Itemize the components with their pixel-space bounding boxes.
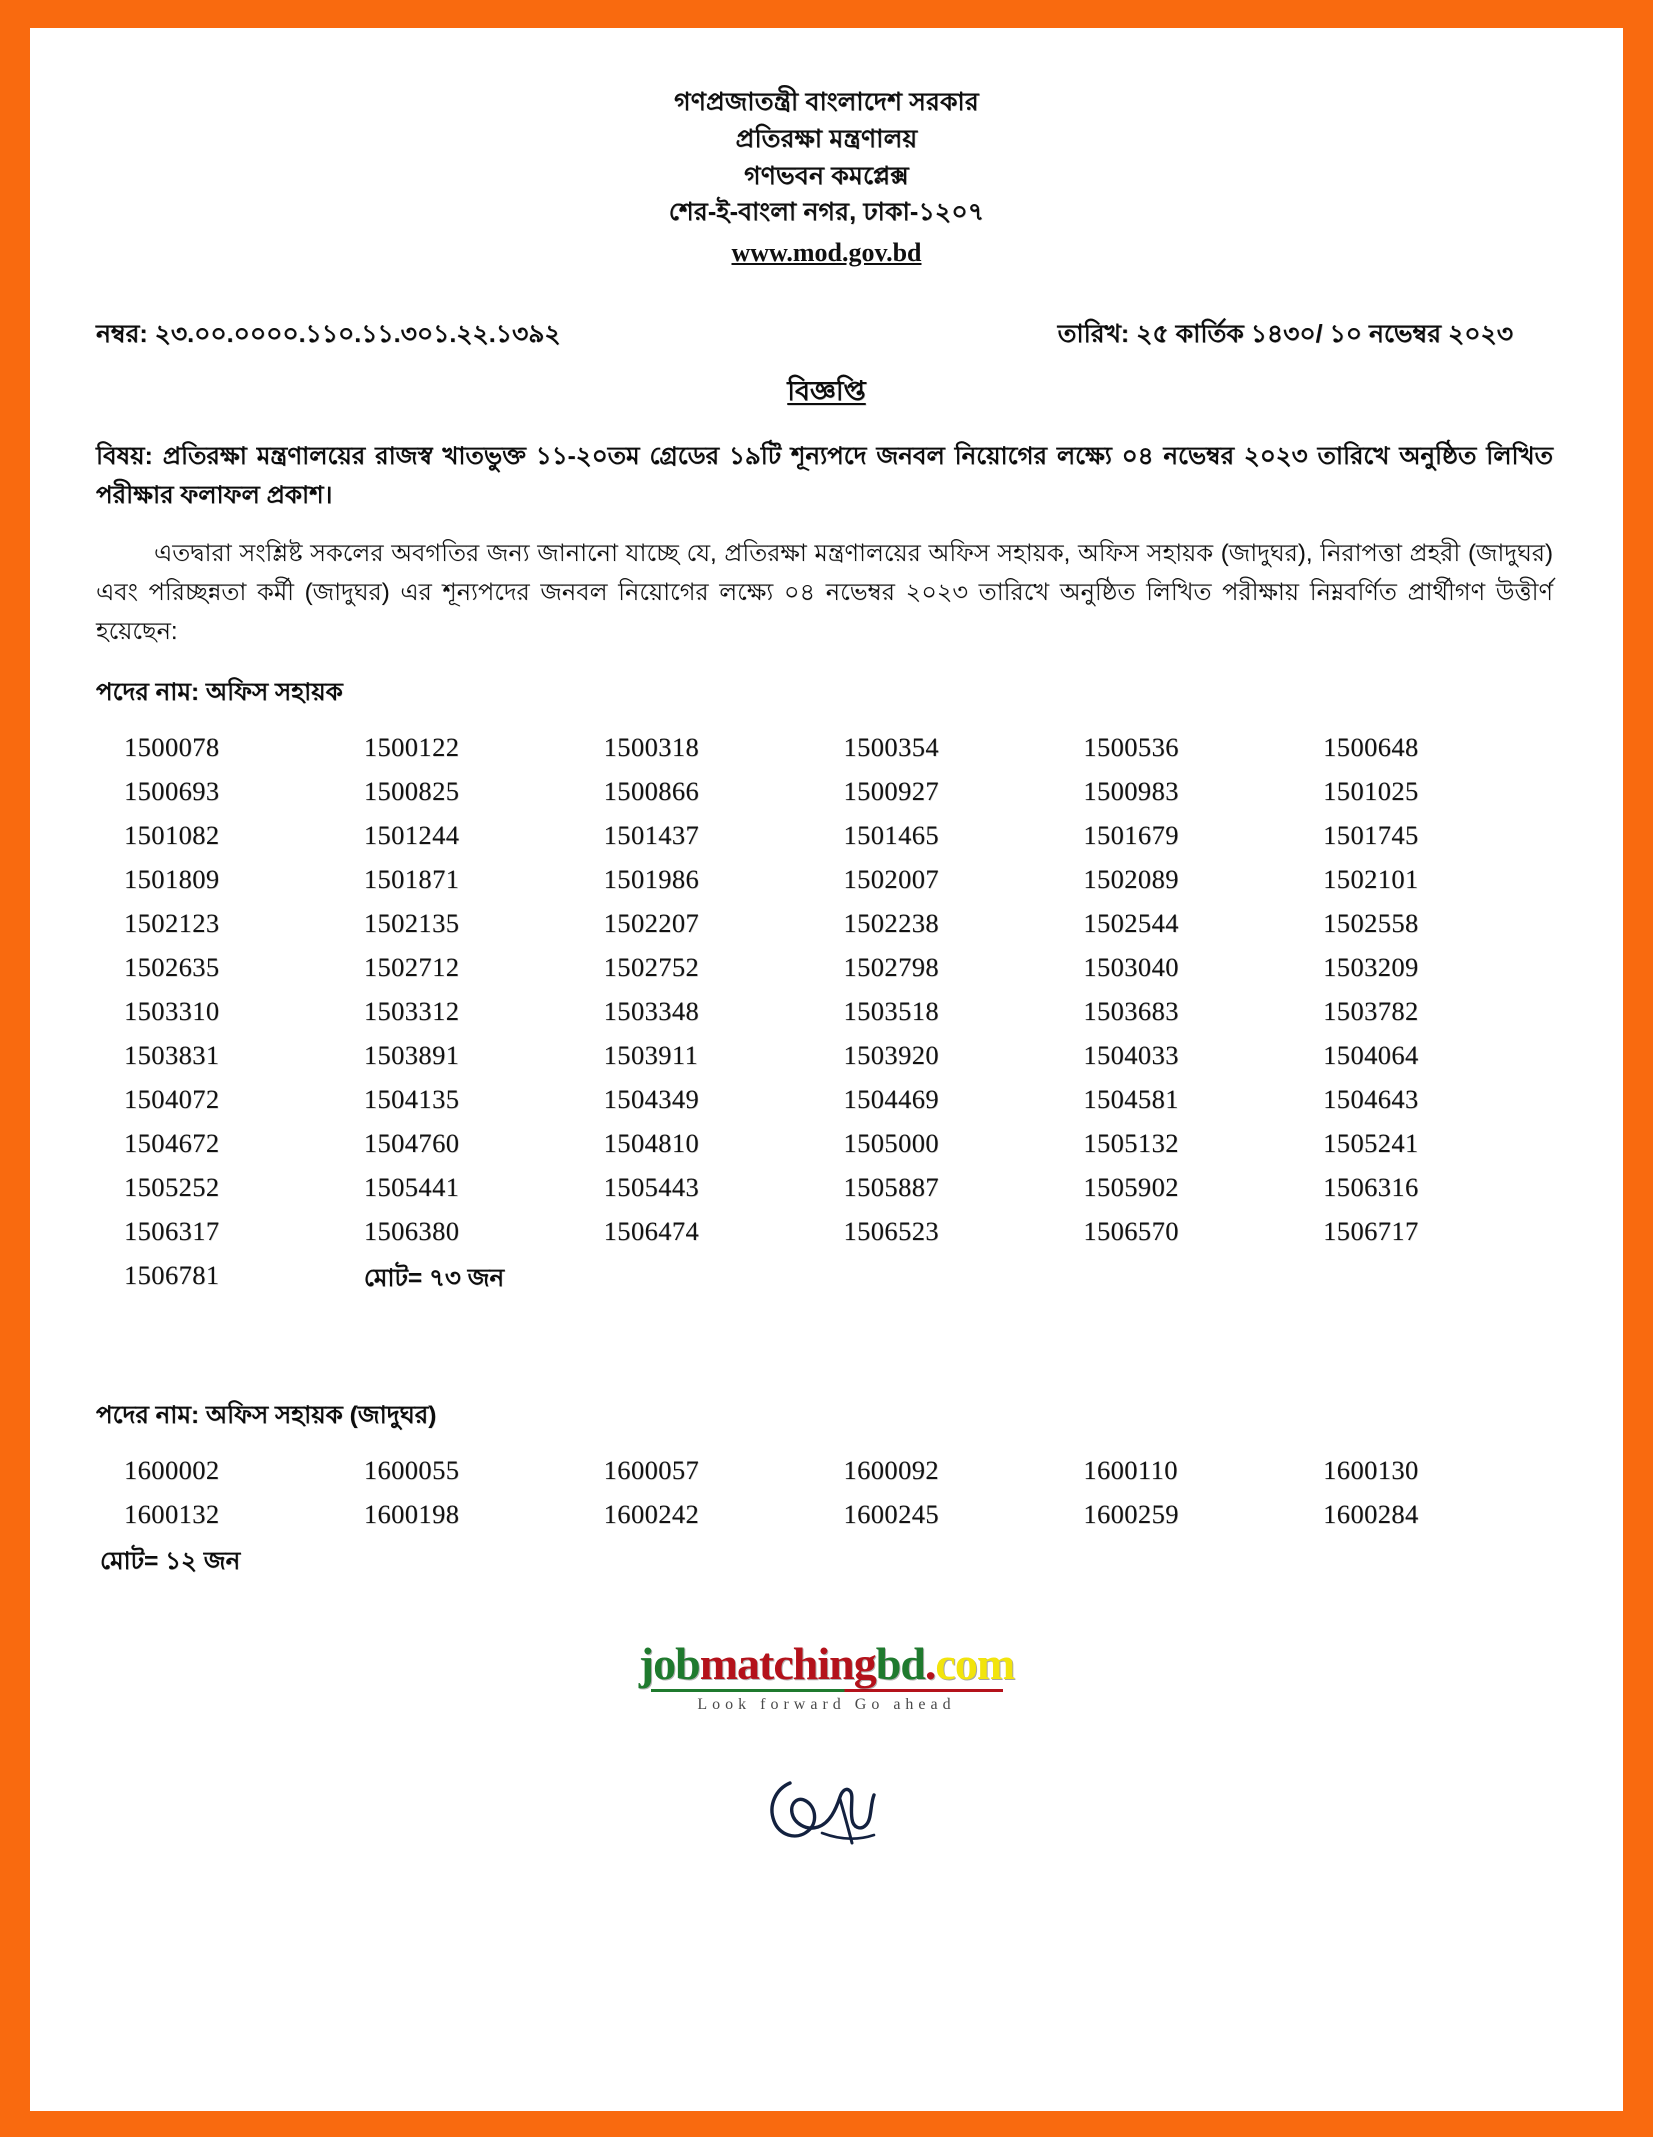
body-paragraph: এতদ্বারা সংশ্লিষ্ট সকলের অবগতির জন্য জানানো যাচ্ছে যে, প্রতিরক্ষা মন্ত্রণালয়ের অফিস সহায়ক, অফিস সহায়ক (জাদুঘর), নিরাপত্তা প্রহরী (জাদুঘর) এবং পরিচ্ছন্নতা কর্মী (জাদুঘর) এর শূন্যপদের জনবল নিয়োগের লক্ষ্যে ০৪ নভেম্বর ২০২৩ তারিখে অনুষ্ঠিত লিখিত পরীক্ষায় নিম্নবর্ণিত প্রার্থীগণ উত্তীর্ণ হয়েছেন:	[96, 540, 1553, 646]
roll-number: 1500078	[124, 732, 220, 763]
post-heading-office-assistant: পদের নাম: অফিস সহায়ক	[96, 679, 343, 707]
subject-block	[88, 438, 1565, 515]
roll-number: 1600245	[843, 1499, 940, 1530]
table-row	[124, 732, 1555, 763]
roll-number: 1500866	[603, 776, 700, 807]
roll-number: 1501465	[843, 820, 940, 851]
roll-number: 1500318	[603, 732, 700, 763]
roll-number: 1506781	[124, 1260, 220, 1291]
roll-number: 1501244	[363, 820, 460, 851]
section-spacer	[88, 1313, 1565, 1375]
roll-number: 1600055	[363, 1455, 460, 1486]
roll-number: 1501986	[603, 864, 700, 895]
roll-number: 1500648	[1323, 732, 1419, 763]
roll-number: 1505443	[603, 1172, 700, 1203]
roll-number: 1503683	[1083, 996, 1179, 1027]
roll-number: 1504643	[1323, 1084, 1419, 1115]
roll-number: 1502007	[843, 864, 940, 895]
signature-area	[88, 1769, 1565, 1865]
roll-number: 1502089	[1083, 864, 1179, 895]
roll-number: 1500927	[843, 776, 940, 807]
watermark-part-job: job	[638, 1638, 700, 1690]
roll-number: 1502135	[363, 908, 460, 939]
roll-number: 1600132	[124, 1499, 220, 1530]
roll-number: 1503209	[1323, 952, 1419, 983]
table-row	[124, 1455, 1555, 1486]
roll-number: 1500354	[843, 732, 940, 763]
memo-date: তারিখ: ২৫ কার্তিক ১৪৩০/ ১০ নভেম্বর ২০২৩	[1057, 320, 1513, 348]
roll-number: 1504672	[124, 1128, 220, 1159]
watermark-part-com: com	[935, 1638, 1015, 1690]
roll-grid-office-assistant	[88, 732, 1565, 1300]
roll-number: 1500825	[363, 776, 460, 807]
roll-number: 1506474	[603, 1216, 700, 1247]
roll-number: 1504072	[124, 1084, 220, 1115]
roll-number: 1501871	[363, 864, 460, 895]
roll-number: 1501809	[124, 864, 220, 895]
roll-number: 1504469	[843, 1084, 940, 1115]
roll-number: 1600198	[363, 1499, 460, 1530]
roll-number: 1501679	[1083, 820, 1179, 851]
roll-number: 1503312	[363, 996, 460, 1027]
roll-number: 1504064	[1323, 1040, 1419, 1071]
roll-number: 1506316	[1323, 1172, 1419, 1203]
memo-meta-row	[88, 314, 1565, 357]
roll-number: 1506317	[124, 1216, 220, 1247]
roll-number: 1505887	[843, 1172, 940, 1203]
letterhead	[88, 84, 1565, 272]
section-total-office-assistant: মোট= ৭৩ জন	[363, 1265, 505, 1293]
section-total-office-assistant-museum: মোট= ১২ জন	[100, 1548, 241, 1576]
roll-number: 1501082	[124, 820, 220, 851]
roll-number: 1600284	[1323, 1499, 1419, 1530]
roll-number: 1505000	[843, 1128, 940, 1159]
roll-number: 1500536	[1083, 732, 1179, 763]
roll-number: 1504810	[603, 1128, 700, 1159]
watermark-part-bd: bd	[875, 1638, 925, 1690]
roll-number: 1503518	[843, 996, 940, 1027]
table-row	[124, 1084, 1555, 1115]
roll-number: 1505441	[363, 1172, 460, 1203]
roll-number: 1505252	[124, 1172, 220, 1203]
roll-number: 1600259	[1083, 1499, 1179, 1530]
table-row	[124, 908, 1555, 939]
website-link[interactable]: www.mod.gov.bd	[731, 238, 922, 267]
letterhead-line-1: গণপ্রজাতন্ত্রী বাংলাদেশ সরকার	[674, 88, 979, 116]
watermark-part-matching: matching	[699, 1638, 876, 1690]
roll-number: 1504033	[1083, 1040, 1179, 1071]
notice-title: বিজ্ঞপ্তি	[787, 376, 866, 406]
table-row	[124, 1216, 1555, 1247]
roll-number: 1504760	[363, 1128, 460, 1159]
roll-number: 1502123	[124, 908, 220, 939]
post-heading-office-assistant-museum: পদের নাম: অফিস সহায়ক (জাদুঘর)	[96, 1402, 437, 1430]
roll-number: 1503782	[1323, 996, 1419, 1027]
subject-label: বিষয়:	[96, 443, 153, 470]
roll-number: 1504581	[1083, 1084, 1179, 1115]
roll-number: 1503310	[124, 996, 220, 1027]
roll-number: 1503891	[363, 1040, 460, 1071]
table-row-last	[124, 1260, 1555, 1300]
watermark-tagline: Look forward Go ahead	[697, 1696, 956, 1714]
roll-number: 1505902	[1083, 1172, 1179, 1203]
table-row	[124, 1172, 1555, 1203]
roll-number: 1600110	[1083, 1455, 1178, 1486]
watermark-logo	[88, 1638, 1565, 1714]
roll-number: 1502238	[843, 908, 940, 939]
roll-number: 1506380	[363, 1216, 460, 1247]
roll-number: 1501745	[1323, 820, 1419, 851]
roll-number: 1600130	[1323, 1455, 1419, 1486]
roll-number: 1505132	[1083, 1128, 1179, 1159]
roll-number: 1505241	[1323, 1128, 1419, 1159]
table-row	[124, 1128, 1555, 1159]
roll-number: 1501437	[603, 820, 700, 851]
roll-number: 1503831	[124, 1040, 220, 1071]
roll-number: 1504349	[603, 1084, 700, 1115]
roll-number: 1506570	[1083, 1216, 1179, 1247]
roll-number: 1503348	[603, 996, 700, 1027]
roll-number: 1502635	[124, 952, 220, 983]
roll-number: 1502207	[603, 908, 700, 939]
document-sheet	[30, 28, 1623, 2111]
roll-number: 1500122	[363, 732, 460, 763]
roll-number: 1502558	[1323, 908, 1419, 939]
memo-reference-number: নম্বর: ২৩.০০.০০০০.১১০.১১.৩০১.২২.১৩৯২	[96, 320, 561, 348]
table-row	[124, 820, 1555, 851]
table-row	[124, 1040, 1555, 1071]
roll-number: 1600002	[124, 1455, 220, 1486]
letterhead-line-4: শের-ই-বাংলা নগর, ঢাকা-১২০৭	[668, 198, 985, 227]
roll-number: 1600057	[603, 1455, 700, 1486]
roll-number: 1504135	[363, 1084, 460, 1115]
letterhead-line-2: প্রতিরক্ষা মন্ত্রণালয়	[735, 124, 918, 153]
watermark-underline-rule	[651, 1689, 1003, 1692]
letterhead-line-3: গণভবন কমপ্লেক্স	[744, 161, 909, 190]
subject-text: প্রতিরক্ষা মন্ত্রণালয়ের রাজস্ব খাতভুক্ত ১১-২০তম গ্রেডের ১৯টি শূন্যপদে জনবল নিয়োগের লক্ষ্যে ০৪ নভেম্বর ২০২৩ তারিখে অনুষ্ঠিত লিখিত পরীক্ষার ফলাফল প্রকাশ।	[96, 443, 1553, 509]
roll-number: 1502712	[363, 952, 460, 983]
handwritten-signature-icon	[752, 1769, 902, 1865]
table-row	[124, 864, 1555, 895]
roll-number: 1502798	[843, 952, 940, 983]
roll-number: 1502101	[1323, 864, 1419, 895]
roll-grid-office-assistant-museum	[88, 1455, 1565, 1530]
roll-number: 1501025	[1323, 776, 1419, 807]
table-row	[124, 996, 1555, 1027]
roll-number: 1503040	[1083, 952, 1179, 983]
roll-number: 1503920	[843, 1040, 940, 1071]
table-row	[124, 776, 1555, 807]
roll-number: 1500693	[124, 776, 220, 807]
roll-number: 1502544	[1083, 908, 1179, 939]
roll-number: 1500983	[1083, 776, 1179, 807]
watermark-part-dot: .	[924, 1638, 936, 1690]
roll-number: 1600092	[843, 1455, 940, 1486]
roll-number: 1502752	[603, 952, 700, 983]
roll-number: 1506523	[843, 1216, 940, 1247]
table-row	[124, 952, 1555, 983]
roll-number: 1600242	[603, 1499, 700, 1530]
table-row	[124, 1499, 1555, 1530]
watermark-wordmark	[88, 1638, 1565, 1690]
roll-number: 1506717	[1323, 1216, 1419, 1247]
roll-number: 1503911	[603, 1040, 699, 1071]
